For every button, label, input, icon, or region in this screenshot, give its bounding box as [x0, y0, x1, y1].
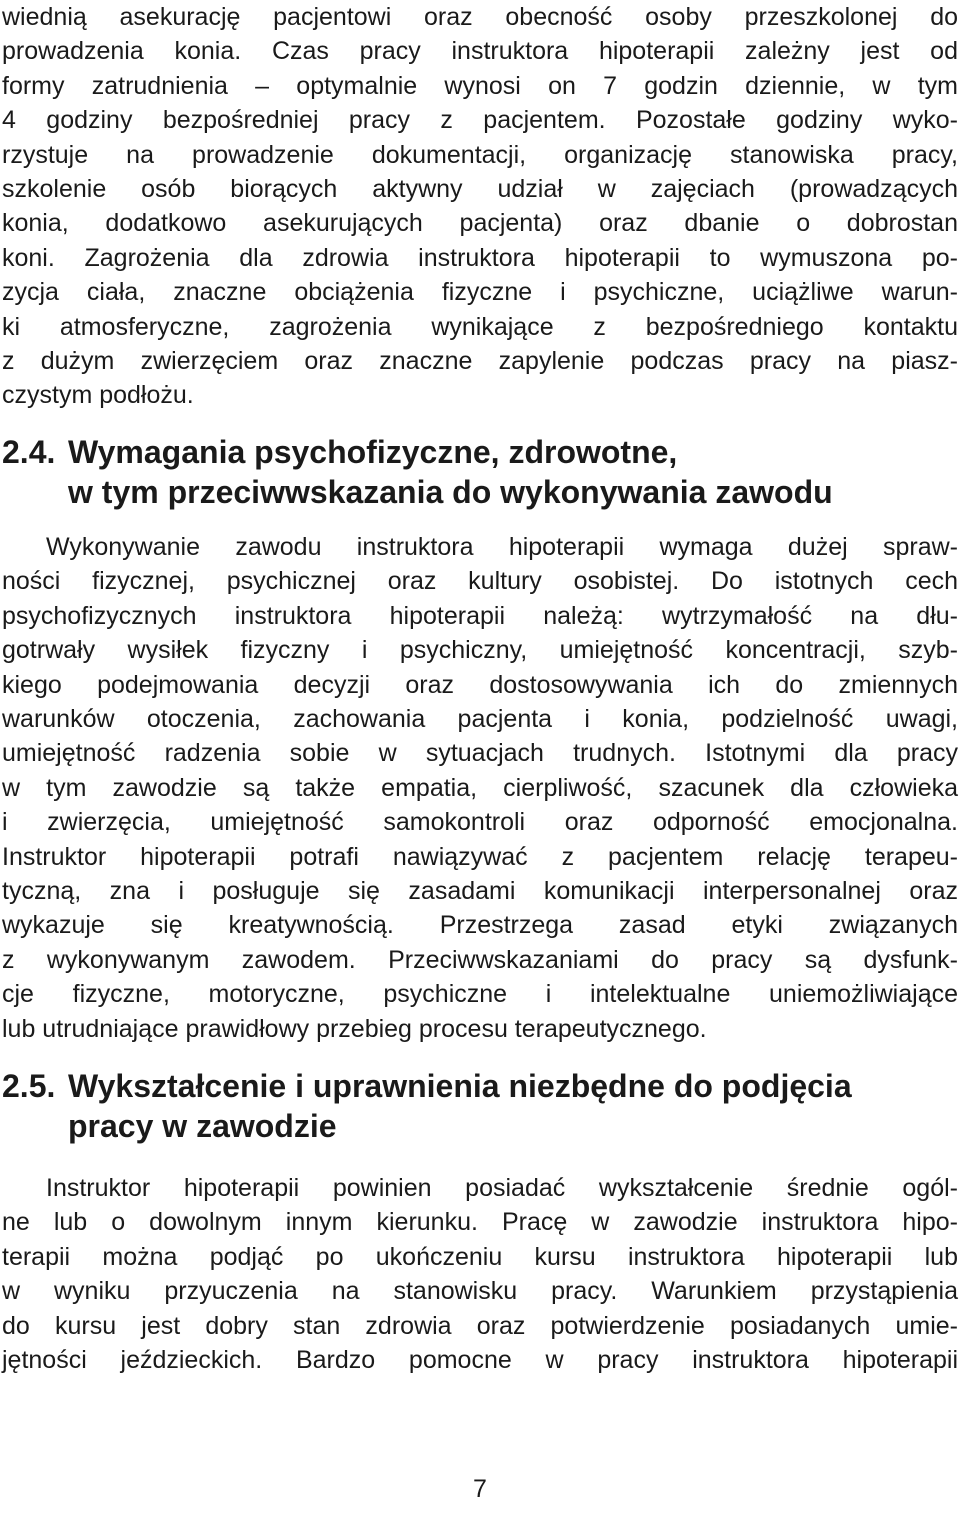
text-line: formy zatrudnienia – optymalnie wynosi on 7 godzin dziennie, w tym — [2, 71, 958, 100]
text-line: Instruktor hipoterapii powinien posiadać wykształcenie średnie ogól- — [46, 1174, 958, 1202]
text-line: szkolenie osób biorących aktywny udział w zajęciach (prowadzących — [2, 175, 958, 204]
text-line: 4 godziny bezpośredniej pracy z pacjentem. Pozostałe godziny wyko- — [2, 106, 958, 135]
text-line: zycja ciała, znaczne obciążenia fizyczne i psychiczne, uciążliwe warun- — [2, 278, 958, 307]
section-title-line-2: w tym przeciwwskazania do wykonywania zawodu — [68, 474, 833, 510]
text-line: prowadzenia konia. Czas pracy instruktora hipoterapii zależny jest od — [2, 37, 958, 66]
section-number: 2.5. — [2, 1068, 56, 1104]
text-line: konia, dodatkowo asekurujących pacjenta) oraz dbanie o dobrostan — [2, 209, 958, 238]
text-line: ności fizycznej, psychicznej oraz kultury osobistej. Do istotnych cech — [2, 567, 958, 596]
text-line: koni. Zagrożenia dla zdrowia instruktora hipoterapii to wymuszona po- — [2, 243, 958, 272]
section-title-line-1: Wymagania psychofizyczne, zdrowotne, — [68, 434, 678, 470]
section-2-4-paragraph — [2, 530, 958, 1046]
text-line: psychofizycznych instruktora hipoterapii należą: wytrzymałość na dłu- — [2, 601, 958, 630]
text-line: w wyniku przyuczenia na stanowisku pracy. Warunkiem przystąpienia — [2, 1277, 958, 1306]
section-heading-2-5 — [2, 1066, 958, 1146]
text-line: cje fizyczne, motoryczne, psychiczne i intelektualne uniemożliwiające — [2, 980, 958, 1009]
section-title-line-2: pracy w zawodzie — [68, 1108, 337, 1144]
section-2-5-paragraph — [2, 1171, 958, 1377]
text-line: i zwierzęcia, umiejętność samokontroli oraz odporność emocjonalna. — [2, 808, 958, 837]
text-line: z wykonywanym zawodem. Przeciwwskazaniami do pracy są dysfunk- — [2, 945, 958, 974]
text-line: wiednią asekurację pacjentowi oraz obecność osoby przeszkolonej do — [2, 3, 958, 31]
section-number: 2.4. — [2, 434, 56, 470]
page-number: 7 — [473, 1475, 487, 1503]
text-line: wykazuje się kreatywnością. Przestrzega zasad etyki związanych — [2, 911, 958, 940]
text-line: umiejętność radzenia sobie w sytuacjach trudnych. Istotnymi dla pracy — [2, 739, 958, 768]
text-line: czystym podłożu. — [2, 381, 194, 410]
text-line: Wykonywanie zawodu instruktora hipoterapii wymaga dużej spraw- — [46, 533, 958, 561]
text-line: ki atmosferyczne, zagrożenia wynikające z bezpośredniego kontaktu — [2, 312, 958, 341]
text-line: Instruktor hipoterapii potrafi nawiązywać z pacjentem relację terapeu- — [2, 842, 958, 871]
text-line: rzystuje na prowadzenie dokumentacji, organizację stanowiska pracy, — [2, 140, 958, 169]
text-line: tyczną, zna i posługuje się zasadami komunikacji interpersonalnej oraz — [2, 877, 958, 906]
section-title-line-1: Wykształcenie i uprawnienia niezbędne do podjęcia — [68, 1068, 852, 1104]
text-line: jętności jeździeckich. Bardzo pomocne w pracy instruktora hipoterapii — [2, 1346, 958, 1375]
text-line: w tym zawodzie są także empatia, cierpliwość, szacunek dla człowieka — [2, 773, 958, 802]
intro-paragraph — [2, 0, 958, 413]
text-line: ne lub o dowolnym innym kierunku. Pracę w zawodzie instruktora hipo- — [2, 1208, 958, 1237]
text-line: warunków otoczenia, zachowania pacjenta i konia, podzielność uwagi, — [2, 705, 958, 734]
text-line: gotrwały wysiłek fizyczny i psychiczny, umiejętność koncentracji, szyb- — [2, 636, 958, 665]
section-heading-2-4 — [2, 432, 958, 512]
text-line: terapii można podjąć po ukończeniu kursu instruktora hipoterapii lub — [2, 1242, 958, 1271]
text-line: do kursu jest dobry stan zdrowia oraz potwierdzenie posiadanych umie- — [2, 1311, 958, 1340]
text-line: kiego podejmowania decyzji oraz dostosowywania ich do zmiennych — [2, 670, 958, 699]
text-line: lub utrudniające prawidłowy przebieg procesu terapeutycznego. — [2, 1014, 707, 1043]
text-line: z dużym zwierzęciem oraz znaczne zapylenie podczas pracy na piasz- — [2, 347, 958, 376]
